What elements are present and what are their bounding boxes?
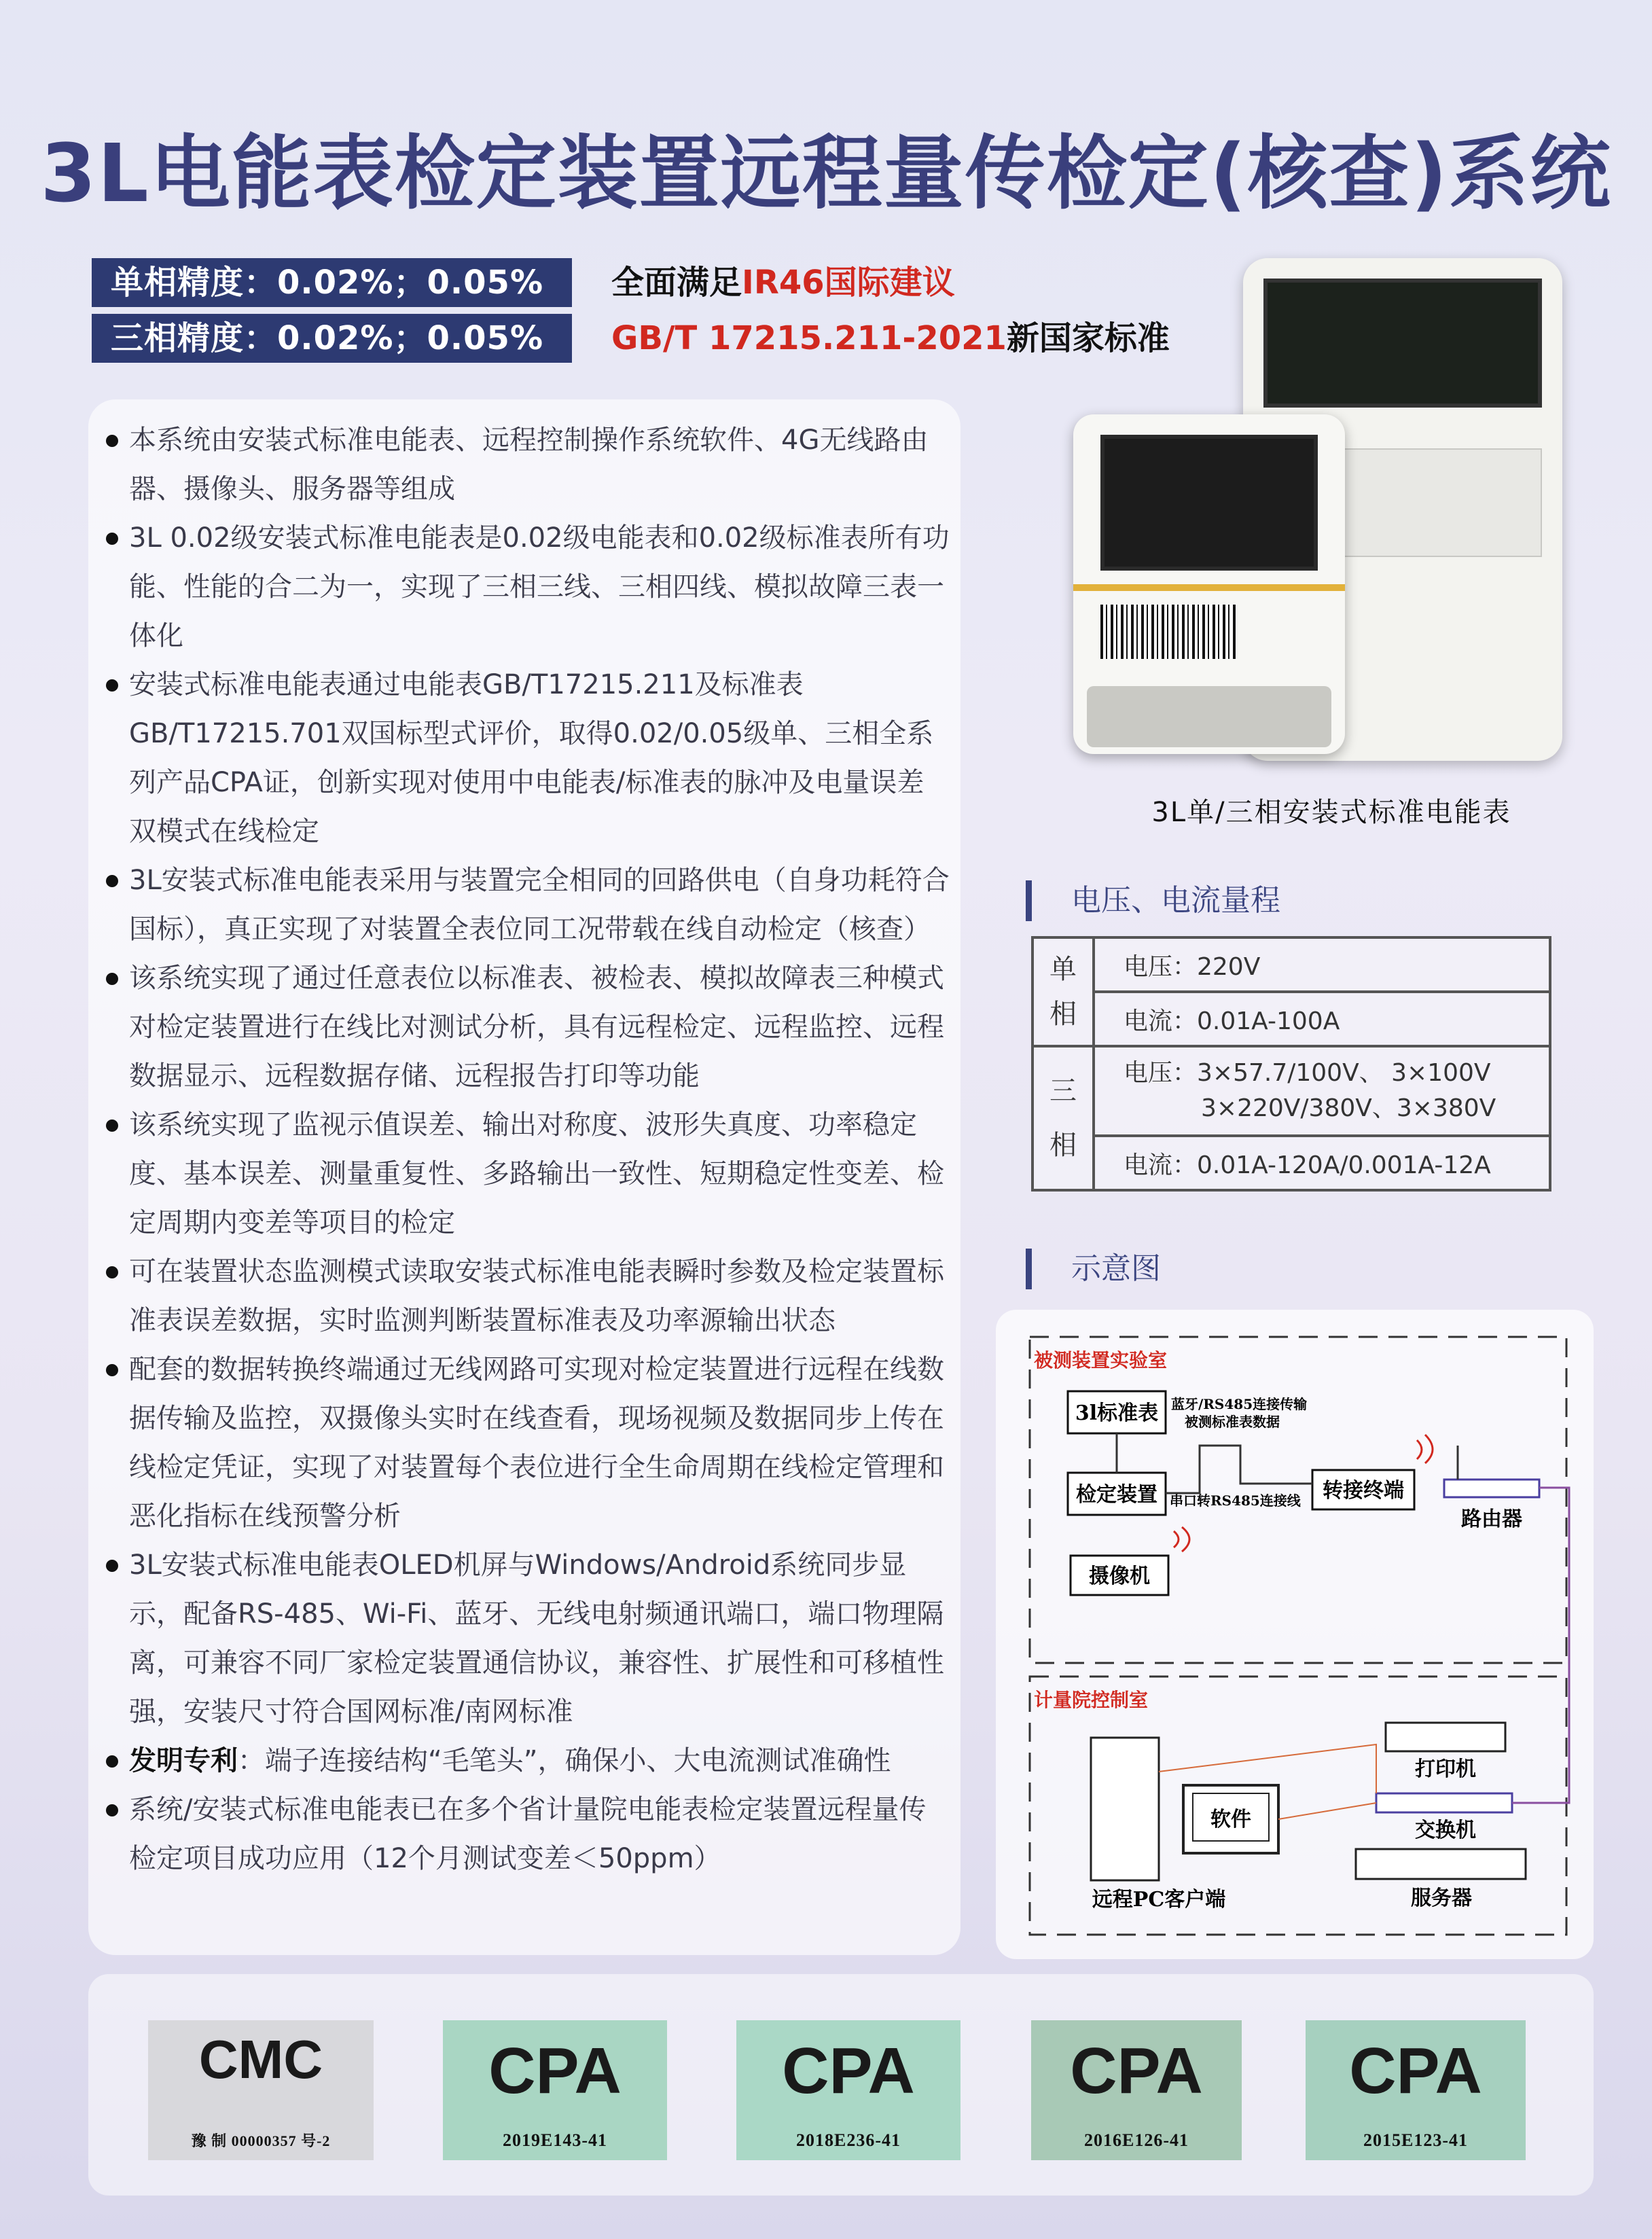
link-device-terminal bbox=[1166, 1446, 1312, 1493]
diagram-section-heading: 示意图 bbox=[1026, 1249, 1161, 1289]
router-icon bbox=[1444, 1480, 1539, 1497]
device-label: 检定装置 bbox=[1076, 1483, 1157, 1507]
feature-item: 配套的数据转换终端通过无线网路可实现对检定装置进行远程在线数据传输及监控，双摄像头实时在线查看，现场视频及数据同步上传在线检定凭证，实现了对装置每个表位进行全生命周期在线检定管理和恶化指标在线预警分析 bbox=[102, 1345, 951, 1541]
std-meter-label: 3l标准表 bbox=[1075, 1401, 1159, 1425]
switch-label: 交换机 bbox=[1415, 1819, 1476, 1842]
single-voltage-cell: 电压：220V bbox=[1094, 937, 1550, 992]
three-phase-label: 三相 bbox=[1032, 1046, 1094, 1190]
ir46-standard-line bbox=[611, 258, 955, 307]
page-title: 3L电能表检定装置远程量传检定(核查)系统 bbox=[40, 126, 1612, 220]
control-title: 计量院控制室 bbox=[1034, 1689, 1149, 1711]
feature-item: 本系统由安装式标准电能表、远程控制操作系统软件、4G无线路由器、摄像头、服务器等组成 bbox=[102, 416, 951, 514]
three-phase-precision-badge: 三相精度：0.02%；0.05% bbox=[92, 314, 572, 363]
single-phase-meter-image bbox=[1073, 414, 1345, 754]
patent-item bbox=[102, 1736, 951, 1785]
cpa-logo: CPA bbox=[1070, 2035, 1203, 2107]
single-current-cell: 电流：0.01A-100A bbox=[1094, 992, 1550, 1046]
meter-photo bbox=[1073, 258, 1562, 774]
single-phase-label: 单相 bbox=[1032, 937, 1094, 1046]
three-voltage-cell bbox=[1094, 1046, 1550, 1136]
feature-item: 3L 0.02级安装式标准电能表是0.02级电能表和0.02级标准表所有功能、性能的合二为一，实现了三相三线、三相四线、模拟故障三表一体化 bbox=[102, 514, 951, 660]
terminal-block bbox=[1087, 686, 1331, 747]
three-voltage-line2: 3×220V/380V、3×380V bbox=[1201, 1094, 1496, 1122]
feature-item: 系统/安装式标准电能表已在多个省计量院电能表检定装置远程量传检定项目成功应用（12个月测试变差＜50ppm） bbox=[102, 1785, 951, 1883]
range-section-heading: 电压、电流量程 bbox=[1026, 880, 1280, 921]
printer-icon bbox=[1386, 1723, 1505, 1751]
cpa-certificate bbox=[1031, 2020, 1242, 2160]
cpa-certificate bbox=[1306, 2020, 1526, 2160]
router-label: 路由器 bbox=[1461, 1507, 1522, 1531]
link-pc-switch bbox=[1278, 1803, 1376, 1819]
switch-icon bbox=[1376, 1793, 1512, 1812]
bt-note-1: 蓝牙/RS485连接传输 bbox=[1171, 1396, 1308, 1412]
meter-stripe bbox=[1073, 584, 1345, 591]
range-table bbox=[1031, 936, 1551, 1192]
barcode-image bbox=[1100, 605, 1236, 659]
cmc-code: 豫 制 00000357 号-2 bbox=[191, 2132, 331, 2149]
cmc-certificate bbox=[148, 2020, 374, 2160]
cpa-logo: CPA bbox=[488, 2035, 622, 2107]
terminal-label: 转接终端 bbox=[1323, 1479, 1404, 1503]
meter-display bbox=[1100, 435, 1318, 571]
standard-suffix: 新国家标准 bbox=[1006, 319, 1170, 357]
three-voltage-line1: 电压：3×57.7/100V、 3×100V bbox=[1124, 1059, 1491, 1087]
cpa-code: 2015E123-41 bbox=[1363, 2130, 1468, 2150]
cpa-code: 2016E126-41 bbox=[1084, 2130, 1189, 2150]
bt-note-2: 被测标准表数据 bbox=[1185, 1414, 1280, 1430]
standard-prefix: 全面满足 bbox=[611, 264, 742, 302]
single-phase-precision-badge: 单相精度：0.02%；0.05% bbox=[92, 258, 572, 307]
link-to-switch bbox=[1512, 1690, 1569, 1803]
system-diagram bbox=[996, 1310, 1594, 1959]
meter-caption: 3L单/三相安装式标准电能表 bbox=[1151, 797, 1511, 828]
serial-note: 串口转RS485连接线 bbox=[1170, 1492, 1301, 1509]
wifi-icon bbox=[1174, 1527, 1189, 1552]
standard-ir46: IR46国际建议 bbox=[742, 264, 955, 302]
software-label: 软件 bbox=[1210, 1808, 1251, 1831]
three-current-cell: 电流：0.01A-120A/0.001A-12A bbox=[1094, 1136, 1550, 1190]
cmc-logo: CMC bbox=[198, 2029, 323, 2090]
feature-item: 3L安装式标准电能表OLED机屏与Windows/Android系统同步显示，配备RS-485、Wi-Fi、蓝牙、无线电射频通讯端口，端口物理隔离，可兼容不同厂家检定装置通信协议，兼容性、扩展性和可移植性强，安装尺寸符合国网标准/南网标准 bbox=[102, 1541, 951, 1736]
patent-label: 发明专利 bbox=[129, 1745, 238, 1776]
pc-tower-icon bbox=[1091, 1738, 1159, 1880]
cpa-code: 2018E236-41 bbox=[796, 2130, 901, 2150]
feature-item: 该系统实现了通过任意表位以标准表、被检表、模拟故障表三种模式对检定装置进行在线比对测试分析，具有远程检定、远程监控、远程数据显示、远程数据存储、远程报告打印等功能 bbox=[102, 954, 951, 1100]
cpa-certificate bbox=[736, 2020, 960, 2160]
feature-item: 3L安装式标准电能表采用与装置完全相同的回路供电（自身功耗符合国标），真正实现了对装置全表位同工况带载在线自动检定（核查） bbox=[102, 856, 951, 954]
cpa-logo: CPA bbox=[1349, 2035, 1482, 2107]
patent-text: ：端子连接结构“毛笔头”，确保小、大电流测试准确性 bbox=[238, 1745, 891, 1776]
wifi-icon bbox=[1417, 1435, 1433, 1463]
camera-label: 摄像机 bbox=[1089, 1564, 1150, 1588]
meter-display bbox=[1263, 279, 1542, 408]
server-icon bbox=[1356, 1849, 1526, 1879]
cpa-certificate bbox=[443, 2020, 667, 2160]
lab-title: 被测装置实验室 bbox=[1034, 1349, 1168, 1372]
feature-item: 该系统实现了监视示值误差、输出对称度、波形失真度、功率稳定度、基本误差、测量重复性、多路输出一致性、短期稳定性变差、检定周期内变差等项目的检定 bbox=[102, 1100, 951, 1247]
server-label: 服务器 bbox=[1411, 1886, 1472, 1910]
printer-label: 打印机 bbox=[1415, 1757, 1476, 1781]
feature-item: 安装式标准电能表通过电能表GB/T17215.211及标准表GB/T17215.701双国标型式评价，取得0.02/0.05级单、三相全系列产品CPA证，创新实现对使用中电能表/标准表的脉冲及电量误差双模式在线检定 bbox=[102, 660, 951, 856]
cpa-logo: CPA bbox=[782, 2035, 915, 2107]
cpa-code: 2019E143-41 bbox=[503, 2130, 607, 2150]
feature-list bbox=[102, 416, 951, 1883]
link-router-switch bbox=[1539, 1488, 1569, 1690]
standard-gbt: GB/T 17215.211-2021 bbox=[611, 319, 1007, 357]
pc-client-label: 远程PC客户端 bbox=[1092, 1888, 1226, 1912]
feature-item: 可在装置状态监测模式读取安装式标准电能表瞬时参数及检定装置标准表误差数据，实时监测判断装置标准表及功率源输出状态 bbox=[102, 1247, 951, 1345]
